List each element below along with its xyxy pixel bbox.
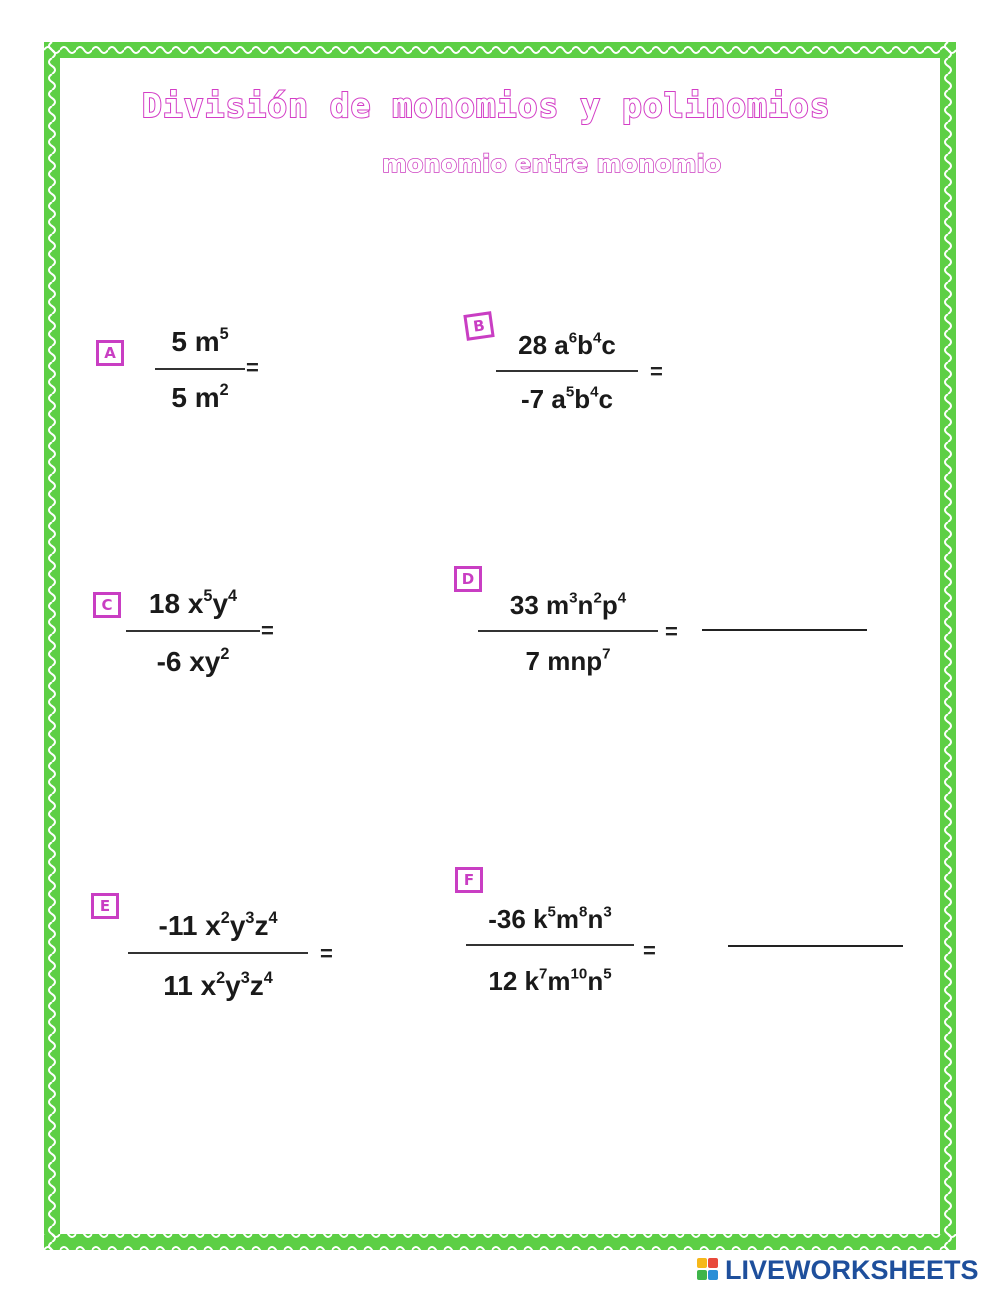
fraction-bar-c (126, 630, 260, 632)
equals-sign-d: = (665, 619, 678, 644)
logo-text: LIVEWORKSHEETS (725, 1254, 979, 1285)
numerator-d: 33 $m^3n^2p^4$ (509, 589, 627, 620)
numerator-b: 28 $a^6b^4c$ (518, 329, 616, 360)
fraction-bar-a (155, 368, 245, 370)
denominator-c: -6 $xy^2$ (156, 644, 230, 677)
equals-sign-c: = (261, 618, 274, 643)
numerator-e: -11 $x^2y^3z^4$ (158, 908, 278, 941)
page-subtitle: monomio entre monomio (382, 150, 722, 178)
answer-line-f[interactable] (728, 945, 903, 947)
equals-sign-f: = (643, 938, 656, 963)
denominator-e: 11 $x^2y^3z^4$ (163, 968, 273, 1001)
equals-sign-b: = (650, 359, 663, 384)
fraction-e (128, 908, 308, 1008)
fraction-d (478, 588, 658, 688)
exercise-label-f: F (455, 867, 483, 893)
denominator-d: 7 mnp$^7$ (525, 645, 611, 676)
fraction-b (496, 328, 638, 428)
denominator-b: -7 $a^5b^4c$ (521, 383, 613, 414)
answer-line-d[interactable] (702, 629, 867, 631)
numerator-a: 5 $m^5$ (171, 324, 229, 357)
exercise-label-e: E (91, 893, 119, 919)
page-title: División de monomios y polinomios (142, 86, 831, 125)
liveworksheets-logo-icon (697, 1258, 719, 1282)
fraction-bar-d (478, 630, 658, 632)
denominator-a: 5 $m^2$ (171, 380, 229, 413)
numerator-c: 18 $x^5y^4$ (148, 586, 238, 619)
fraction-f (466, 902, 634, 1002)
exercise-label-a: A (96, 340, 124, 366)
denominator-f: 12 $k^7m^{10}n^5$ (488, 965, 612, 996)
fraction-bar-b (496, 370, 638, 372)
fraction-bar-f (466, 944, 634, 946)
fraction-a (155, 324, 245, 424)
numerator-f: -36 $k^5m^8n^3$ (488, 903, 612, 934)
fraction-bar-e (128, 952, 308, 954)
fraction-c (126, 586, 260, 686)
exercise-label-d: D (454, 566, 482, 592)
liveworksheets-logo[interactable] (697, 1255, 979, 1285)
exercise-label-b: B (463, 311, 494, 341)
exercise-label-c: C (93, 592, 121, 618)
equals-sign-e: = (320, 941, 333, 966)
equals-sign-a: = (246, 355, 259, 380)
